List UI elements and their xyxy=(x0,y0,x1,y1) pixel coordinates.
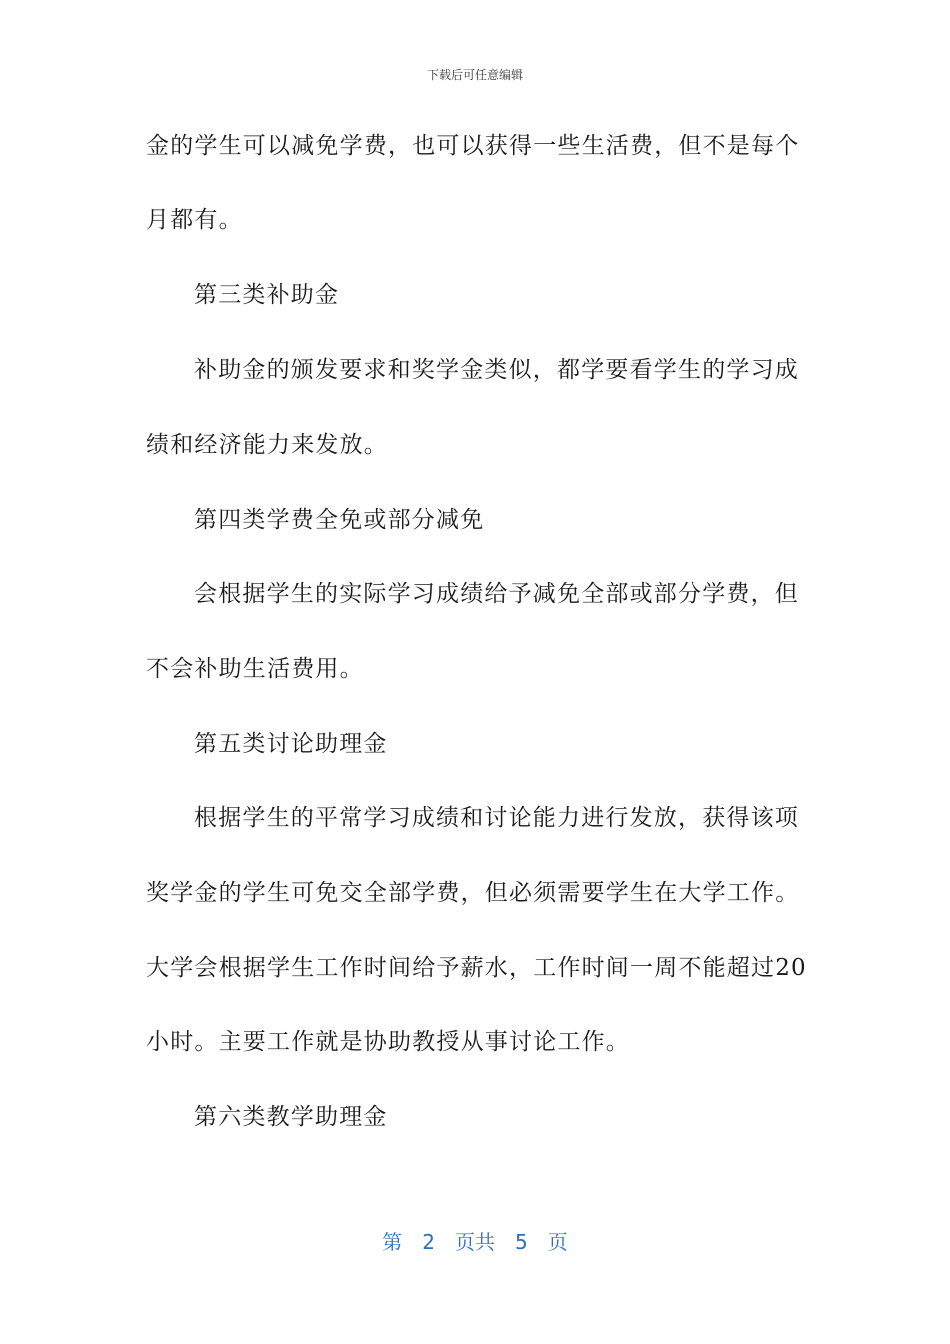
text-line: 不会补助生活费用。 xyxy=(146,656,364,682)
section-heading: 第五类讨论助理金 xyxy=(194,731,388,757)
section-heading: 第四类学费全免或部分减免 xyxy=(194,507,485,533)
footer-suffix: 页 xyxy=(547,1230,568,1254)
text-line: 绩和经济能力来发放。 xyxy=(146,432,388,458)
page-header: 下载后可任意编辑 xyxy=(426,68,523,82)
page-footer xyxy=(0,1226,950,1255)
footer-prefix: 第 xyxy=(382,1230,403,1254)
text-line: 大学会根据学生工作时间给予薪水，工作时间一周不能超过20 xyxy=(146,955,807,981)
text-line: 奖学金的学生可免交全部学费，但必须需要学生在大学工作。 xyxy=(146,880,800,906)
current-page-number: 2 xyxy=(422,1230,435,1254)
footer-middle: 页共 xyxy=(455,1230,495,1254)
text-line: 小时。主要工作就是协助教授从事讨论工作。 xyxy=(146,1029,630,1055)
text-line: 补助金的颁发要求和奖学金类似，都学要看学生的学习成 xyxy=(194,357,799,383)
text-line: 金的学生可以减免学费，也可以获得一些生活费，但不是每个 xyxy=(146,133,800,159)
section-heading: 第三类补助金 xyxy=(194,282,340,308)
total-pages-number: 5 xyxy=(515,1230,528,1254)
section-heading: 第六类教学助理金 xyxy=(194,1104,388,1130)
text-line: 会根据学生的实际学习成绩给予减免全部或部分学费，但 xyxy=(194,581,799,607)
text-line: 月都有。 xyxy=(146,207,243,233)
text-line: 根据学生的平常学习成绩和讨论能力进行发放，获得该项 xyxy=(194,805,799,831)
